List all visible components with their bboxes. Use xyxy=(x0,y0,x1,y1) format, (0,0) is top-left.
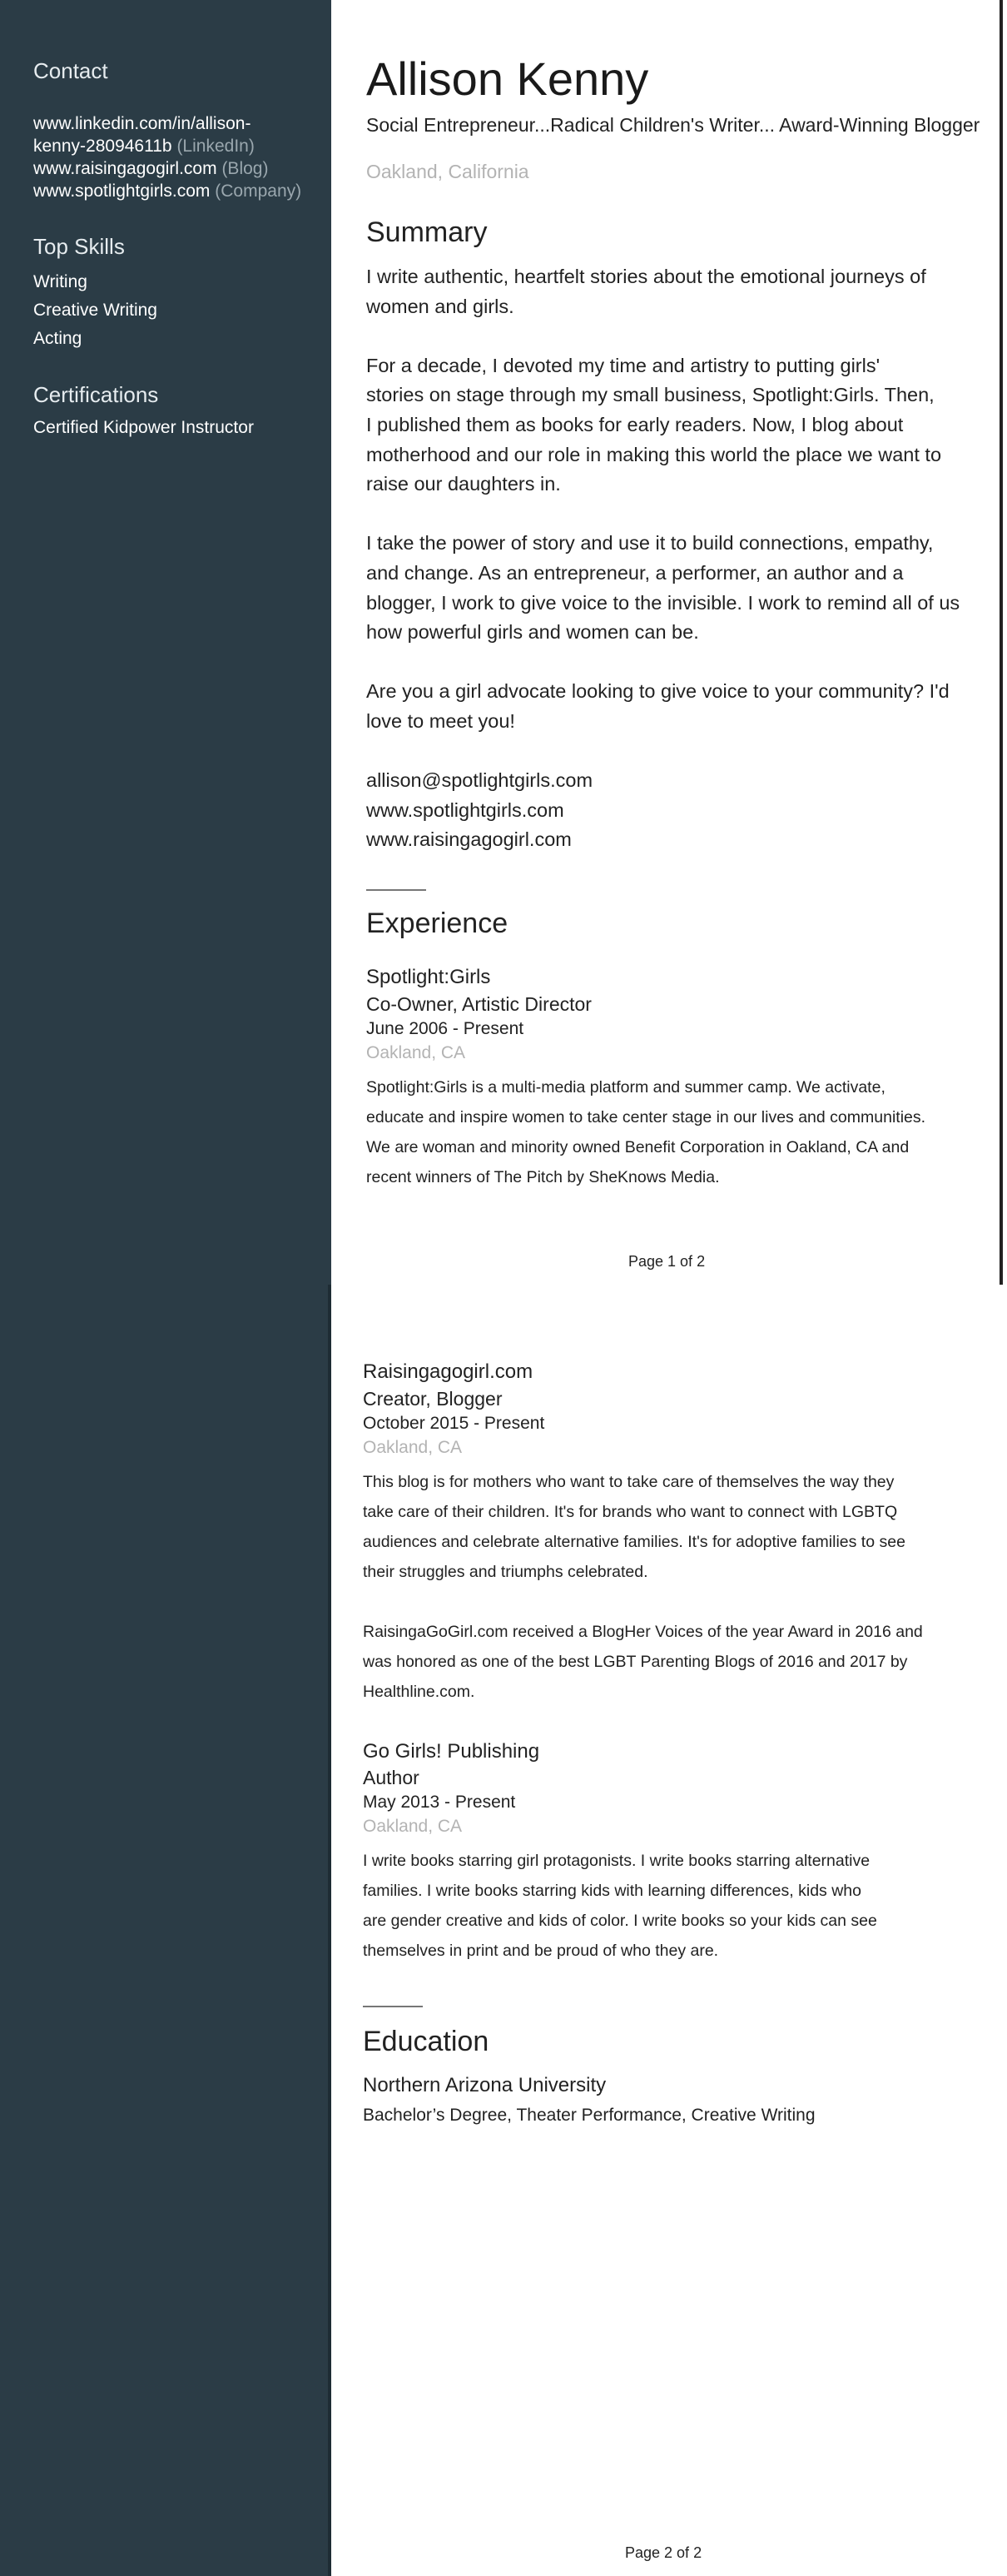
skill-item: Acting xyxy=(33,329,82,348)
job-dates: October 2015 - Present xyxy=(363,1414,545,1433)
job-location: Oakland, CA xyxy=(363,1438,463,1457)
page-one-border xyxy=(1000,0,1003,1285)
page-number: Page 2 of 2 xyxy=(625,2544,702,2561)
contact-heading: Contact xyxy=(33,58,108,83)
section-divider xyxy=(366,889,426,891)
summary-heading: Summary xyxy=(366,216,488,248)
contact-linkedin-line2[interactable]: kenny-28094611b (LinkedIn) xyxy=(33,137,255,156)
page-number: Page 1 of 2 xyxy=(628,1253,706,1270)
job-title: Co-Owner, Artistic Director xyxy=(366,993,592,1015)
top-skills-heading: Top Skills xyxy=(33,234,125,259)
education-heading: Education xyxy=(363,2026,489,2057)
section-divider xyxy=(363,2006,423,2007)
job-description: I write books starring girl protagonists. I write books starring alternative families. I write books starring kids with learning differences, kids who are gender creative and kids of color. I write books so your kids can see themselves in print and be proud of who they are. xyxy=(363,1852,877,1960)
contact-company[interactable]: www.spotlightgirls.com (Company) xyxy=(33,182,302,201)
job-description: This blog is for mothers who want to take care of themselves the way they take care of their children. It's for brands who want to connect with LGBTQ audiences and celebrate alternative families. It's for adoptive families to see their struggles and triumphs celebrated. RaisingaGoGirl.com received a BlogHer Voices of the year Award in 2016 and was honored as one of the best LGBT Parenting Blogs of 2016 and 2017 by Healthline.com. xyxy=(363,1473,923,1701)
job-dates: June 2006 - Present xyxy=(366,1019,524,1038)
profile-location: Oakland, California xyxy=(366,161,529,182)
job-company: Raisingagogirl.com xyxy=(363,1360,533,1383)
experience-heading: Experience xyxy=(366,908,508,939)
job-title: Author xyxy=(363,1767,419,1788)
summary-text: I write authentic, heartfelt stories about the emotional journeys of women and girls. For a decade, I devoted my time and artistry to putting girls' stories on stage through my small business, Spotlight:Girls. Then, I published them as books for early readers. Now, I blog about motherhood and our role in making this world the place we want to raise our daughters in. I take the power of story and use it to build connections, empathy, and change. As an entrepreneur, a performer, an author and a blogger, I work to give voice to the invisible. I work to remind all of us how powerful girls and women can be. Are you a girl advocate looking to give voice to your community? I'd love to meet you! allison@spotlightgirls.com www.spotlightgirls.com www.raisingagogirl.com xyxy=(366,266,960,851)
skill-item: Creative Writing xyxy=(33,301,157,320)
certification-item: Certified Kidpower Instructor xyxy=(33,418,254,437)
sidebar xyxy=(0,0,331,2576)
job-dates: May 2013 - Present xyxy=(363,1793,516,1812)
education-degree: Bachelor’s Degree, Theater Performance, Creative Writing xyxy=(363,2106,816,2125)
job-description: Spotlight:Girls is a multi-media platform and summer camp. We activate, educate and inspire women to take center stage in our lives and communities. We are woman and minority owned Benefit Corporation in Oakland, CA and recent winners of The Pitch by SheKnows Media. xyxy=(366,1078,926,1186)
profile-headline: Social Entrepreneur...Radical Children's Writer... Award-Winning Blogger xyxy=(366,114,980,136)
education-school: Northern Arizona University xyxy=(363,2074,607,2096)
certifications-heading: Certifications xyxy=(33,382,159,407)
skill-item: Writing xyxy=(33,272,87,291)
contact-blog[interactable]: www.raisingagogirl.com (Blog) xyxy=(33,159,269,178)
job-company: Go Girls! Publishing xyxy=(363,1740,540,1763)
page-gap xyxy=(331,1285,341,2576)
job-location: Oakland, CA xyxy=(366,1043,466,1062)
job-title: Creator, Blogger xyxy=(363,1388,503,1410)
job-location: Oakland, CA xyxy=(363,1817,463,1836)
contact-linkedin-line1[interactable]: www.linkedin.com/in/allison- xyxy=(33,114,251,133)
job-company: Spotlight:Girls xyxy=(366,966,491,988)
profile-name: Allison Kenny xyxy=(366,52,649,105)
